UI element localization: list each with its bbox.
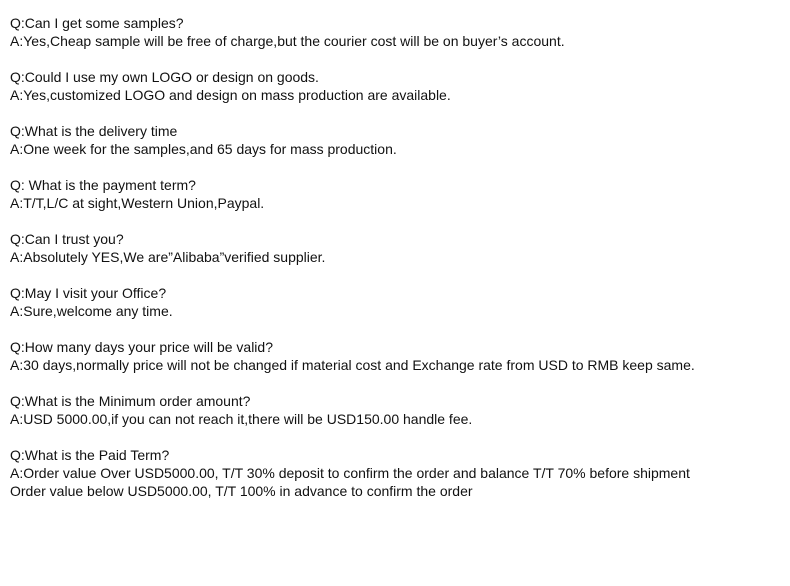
faq-item [10, 338, 780, 374]
faq-answer-continued: Order value below USD5000.00, T/T 100% in advance to confirm the order [10, 483, 473, 499]
faq-item [10, 446, 780, 500]
faq-question: Q:Could I use my own LOGO or design on goods. [10, 69, 319, 85]
faq-list [10, 14, 780, 518]
faq-question: Q:Can I trust you? [10, 231, 124, 247]
faq-question: Q:What is the delivery time [10, 123, 178, 139]
faq-answer: A:T/T,L/C at sight,Western Union,Paypal. [10, 195, 265, 211]
faq-question: Q:What is the Paid Term? [10, 447, 170, 463]
faq-item [10, 392, 780, 428]
faq-answer: A:USD 5000.00,if you can not reach it,there will be USD150.00 handle fee. [10, 411, 473, 427]
faq-item [10, 176, 780, 212]
faq-question: Q:What is the Minimum order amount? [10, 393, 251, 409]
faq-answer: A:30 days,normally price will not be changed if material cost and Exchange rate from USD to RMB keep same. [10, 357, 695, 373]
faq-item [10, 122, 780, 158]
faq-question: Q:May I visit your Office? [10, 285, 167, 301]
faq-item [10, 284, 780, 320]
faq-answer: A:Yes,customized LOGO and design on mass production are available. [10, 87, 451, 103]
faq-question: Q: What is the payment term? [10, 177, 196, 193]
faq-answer: A:One week for the samples,and 65 days for mass production. [10, 141, 397, 157]
faq-answer: A:Sure,welcome any time. [10, 303, 173, 319]
faq-answer: A:Order value Over USD5000.00, T/T 30% deposit to confirm the order and balance T/T 70% before shipment [10, 465, 690, 481]
faq-answer: A:Absolutely YES,We are”Alibaba”verified supplier. [10, 249, 326, 265]
faq-question: Q:How many days your price will be valid? [10, 339, 273, 355]
faq-item [10, 14, 780, 50]
faq-item [10, 230, 780, 266]
faq-answer: A:Yes,Cheap sample will be free of charge,but the courier cost will be on buyer’s account. [10, 33, 565, 49]
faq-question: Q:Can I get some samples? [10, 15, 184, 31]
faq-item [10, 68, 780, 104]
